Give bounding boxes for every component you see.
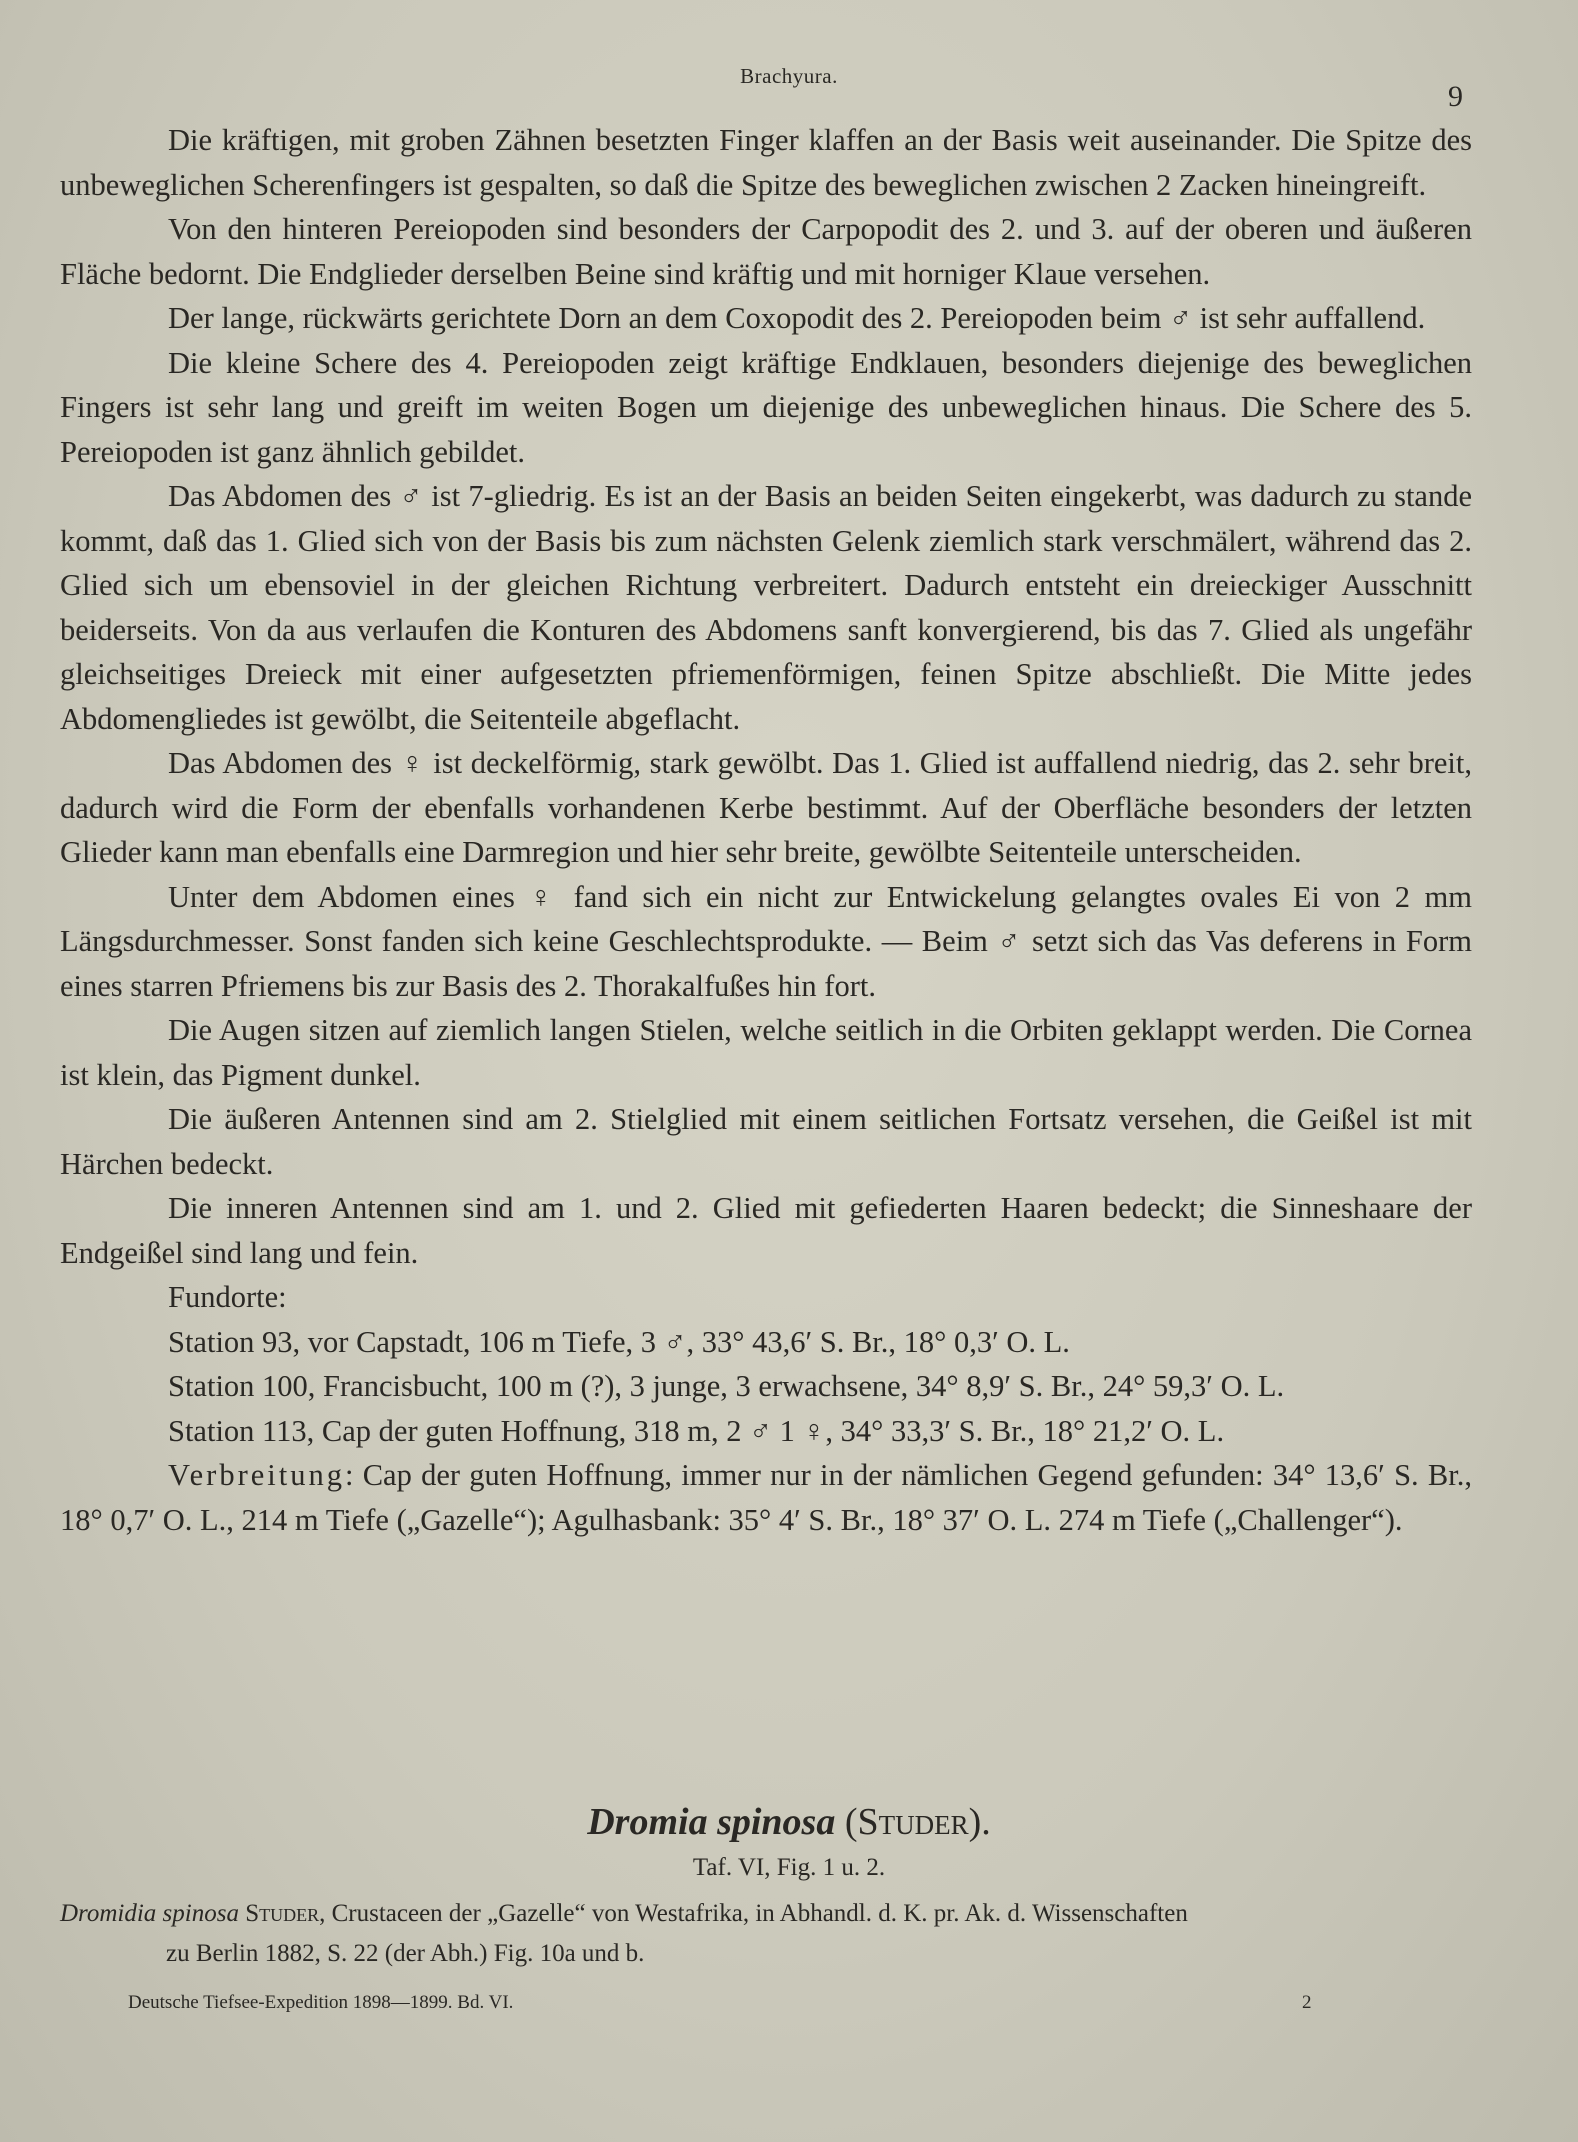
paragraph: Die äußeren Antennen sind am 2. Stielglied mit einem seitlichen Fortsatz versehen, die Geißel ist mit Härchen bedeckt.: [60, 1102, 1472, 1181]
paragraph: Das Abdomen des ♀ ist deckelförmig, stark gewölbt. Das 1. Glied ist auffallend niedrig, das 2. sehr breit, dadurch wird die Form der ebenfalls vorhandenen Kerbe bestimmt. Auf der Oberfläche besonders der letzten Glieder kann man ebenfalls eine Darmregion und hier sehr breite, gewölbte Seitenteile unterscheiden.: [60, 746, 1472, 869]
verbreitung-paragraph: [60, 1453, 1472, 1542]
reference-author: Studer: [245, 1900, 320, 1927]
reference-taxon: Dromidia spinosa: [60, 1900, 239, 1927]
station-entry: Station 93, vor Capstadt, 106 m Tiefe, 3 ♂, 33° 43,6′ S. Br., 18° 0,3′ O. L.: [168, 1324, 1070, 1359]
verbreitung-label: Verbreitung: [168, 1458, 345, 1492]
page-number: 9: [1448, 80, 1463, 113]
paragraph: Die kleine Schere des 4. Pereiopoden zeigt kräftige Endklauen, besonders diejenige des beweglichen Fingers ist sehr lang und greift im weiten Bogen um diejenige des unbeweglichen hinaus. Die Schere des 5. Pereiopoden ist ganz ähnlich gebildet.: [60, 345, 1472, 469]
station-entry: Station 113, Cap der guten Hoffnung, 318 m, 2 ♂ 1 ♀, 34° 33,3′ S. Br., 18° 21,2′ O. L.: [168, 1413, 1225, 1448]
footer-signature: 2: [1302, 1992, 1312, 2013]
running-title: Brachyura.: [740, 64, 838, 88]
paragraph: Die kräftigen, mit groben Zähnen besetzten Finger klaffen an der Basis weit auseinander. Die Spitze des unbeweglichen Scherenfingers ist gespalten, so daß die Spitze des beweglichen zwischen 2 Zacken hineingreift.: [60, 123, 1472, 202]
paragraph: Unter dem Abdomen eines ♀ fand sich ein nicht zur Entwickelung gelangtes ovales Ei von 2 mm Längsdurchmesser. Sonst fanden sich keine Geschlechtsprodukte. — Beim ♂ setzt sich das Vas deferens in Form eines starren Pfriemens bis zur Basis des 2. Thorakalfußes hin fort.: [60, 879, 1472, 1003]
footer-series: Deutsche Tiefsee-Expedition 1898—1899. Bd. VI.: [128, 1992, 514, 2013]
paragraph: Von den hinteren Pereiopoden sind besonders der Carpopodit des 2. und 3. auf der oberen und äußeren Fläche bedornt. Die Endglieder derselben Beine sind kräftig und mit horniger Klaue versehen.: [60, 212, 1472, 291]
body-text: [60, 118, 1472, 1542]
paragraph: Das Abdomen des ♂ ist 7-gliedrig. Es ist an der Basis an beiden Seiten eingekerbt, was dadurch zu stande kommt, daß das 1. Glied sich von der Basis bis zum nächsten Gelenk ziemlich stark verschmälert, während das 2. Glied sich um ebensoviel in der gleichen Richtung verbreitert. Dadurch entsteht ein dreieckiger Ausschnitt beiderseits. Von da aus verlaufen die Konturen des Abdomens sanft konvergierend, bis das 7. Glied als ungefähr gleichseitiges Dreieck mit einer aufgesetzten pfriemenförmigen, feinen Spitze abschließt. Die Mitte jedes Abdomengliedes ist gewölbt, die Seitenteile abgeflacht.: [60, 479, 1472, 736]
plate-reference: Taf. VI, Fig. 1 u. 2.: [692, 1854, 886, 1881]
species-name: Dromia spinosa: [587, 1801, 836, 1843]
station-entry: Station 100, Francisbucht, 100 m (?), 3 junge, 3 erwachsene, 34° 8,9′ S. Br., 24° 59,3′ O. L.: [168, 1369, 1285, 1403]
species-author: (Studer).: [844, 1801, 991, 1843]
literature-reference: [60, 1894, 1472, 1974]
paragraph: Die Augen sitzen auf ziemlich langen Stielen, welche seitlich in die Orbiten geklappt werden. Die Cornea ist klein, das Pigment dunkel.: [60, 1013, 1472, 1092]
fundorte-label: Fundorte:: [168, 1280, 287, 1314]
species-heading: [0, 1800, 1578, 1844]
reference-text: , Crustaceen der „Gazelle“ von Westafrika, in Abhandl. d. K. pr. Ak. d. Wissenschaften: [319, 1900, 1188, 1927]
paragraph: Der lange, rückwärts gerichtete Dorn an dem Coxopodit des 2. Pereiopoden beim ♂ ist sehr auffallend.: [168, 301, 1426, 335]
verbreitung-text: : Cap der guten Hoffnung, immer nur in der nämlichen Gegend gefunden: 34° 13,6′ S. Br., 18° 0,7′ O. L., 214 m Tiefe („Gazelle“); Agulhasbank: 35° 4′ S. Br., 18° 37′ O. L. 274 m Tiefe („Challenger“).: [60, 1458, 1472, 1537]
reference-line-2: zu Berlin 1882, S. 22 (der Abh.) Fig. 10a und b.: [166, 1940, 645, 1967]
paragraph: Die inneren Antennen sind am 1. und 2. Glied mit gefiederten Haaren bedeckt; die Sinneshaare der Endgeißel sind lang und fein.: [60, 1191, 1472, 1270]
reference-line-1: [60, 1894, 1472, 1934]
